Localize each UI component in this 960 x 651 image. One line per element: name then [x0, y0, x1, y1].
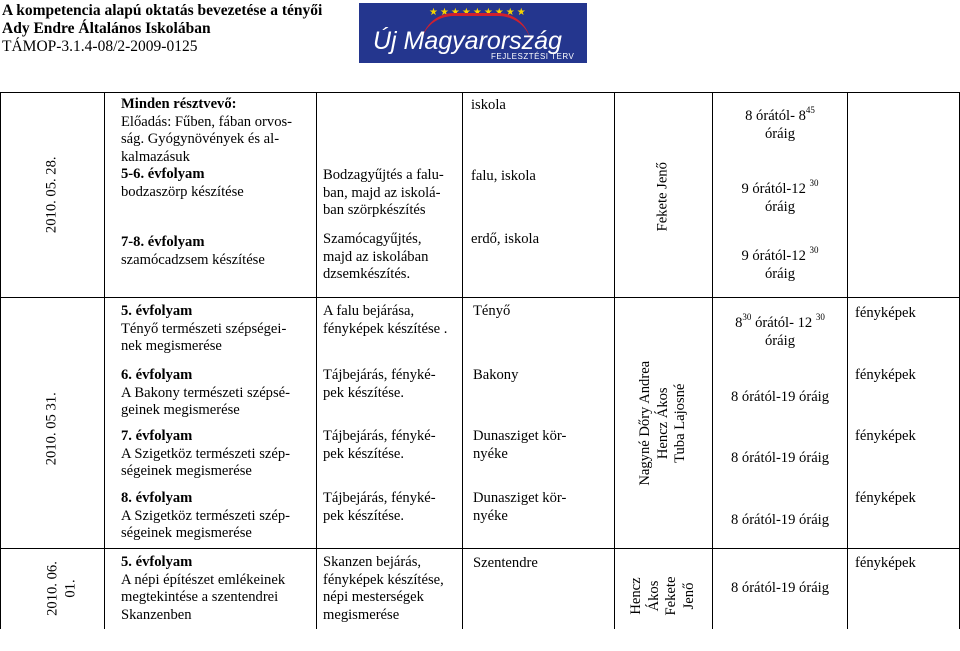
header-school: Ady Endre Általános Iskolában [2, 20, 211, 37]
activity-line: pek készítése. [323, 384, 405, 401]
col-divider [104, 92, 105, 629]
participants-line: ság. Gyógynövények és al- [121, 131, 280, 147]
place-cell: Bakony [473, 367, 519, 383]
header-title: A kompetencia alapú oktatás bevezetése a tényői [2, 2, 323, 19]
activity-line: ban, majd az iskolá- [323, 184, 441, 201]
place-cell: Szentendre [473, 555, 538, 571]
header-project-code: TÁMOP-3.1.4-08/2-2009-0125 [2, 38, 198, 55]
grade-text: A Szigetköz természeti szép- [121, 507, 290, 524]
activity-line: Skanzen bejárás, [323, 554, 422, 570]
participants-cell [121, 96, 311, 201]
place-cell [473, 428, 613, 463]
products-cell: fényképek [855, 428, 916, 444]
col-divider [0, 92, 1, 629]
grade-text: nek megismerése [121, 338, 222, 354]
activity-line: megismerése [323, 606, 400, 623]
time-sup: 30 [742, 312, 752, 322]
time-mid: órától- 12 [751, 315, 813, 331]
teacher-names [628, 541, 698, 651]
grade-label: 7-8. évfolyam [121, 234, 205, 250]
activity-line: Tájbejárás, fényké- [323, 367, 436, 383]
time-cell: 8 órától-19 óráig [730, 580, 830, 596]
activity-cell [323, 428, 463, 463]
time-cell [713, 178, 847, 216]
time-start: 8 [735, 315, 743, 331]
participants-line: kalmazásuk [121, 148, 190, 165]
time-sup: 30 [809, 245, 819, 255]
time-cell: 8 órától-19 óráig [730, 450, 830, 466]
products-cell: fényképek [855, 555, 916, 571]
time-start: 8 órától- 8 [745, 108, 806, 124]
place-cell [473, 490, 613, 525]
grade-cell [121, 367, 315, 420]
logo-subtext: FEJLESZTÉSI TERV [491, 52, 575, 61]
uj-magyarorszag-logo [359, 3, 587, 63]
document-header [2, 2, 322, 56]
teacher-name: Tuba Lajosné [671, 383, 688, 463]
eu-stars-icon: ★★★★★★★★★ [429, 7, 528, 18]
time-cell: 8 órától-19 óráig [730, 389, 830, 405]
grade-text: A Szigetköz természeti szép- [121, 445, 290, 462]
time-end: óráig [765, 125, 795, 142]
time-start: 9 órától-12 [741, 181, 806, 197]
products-cell: fényképek [855, 367, 916, 383]
grade-label: 7. évfolyam [121, 428, 193, 444]
activity-cell [323, 303, 463, 338]
logo-text: Új Magyarország [373, 27, 562, 55]
teacher-name: Jenő [680, 582, 697, 610]
grade-label: 5. évfolyam [121, 554, 193, 570]
activity-line: Tájbejárás, fényké- [323, 428, 436, 444]
activity-cell [323, 554, 463, 624]
time-cell [713, 312, 847, 350]
products-cell: fényképek [855, 490, 916, 506]
col-divider [712, 92, 713, 629]
time-end: óráig [765, 332, 795, 349]
grade-cell [121, 490, 315, 543]
grade-text: bodzaszörp készítése [121, 183, 244, 200]
grade-text: ségeinek megismerése [121, 525, 252, 541]
activity-line: pek készítése. [323, 445, 405, 462]
teacher-name: Nagyné Dőry Andrea [636, 360, 653, 486]
date-line: 01. [62, 579, 78, 598]
place-line: Dunasziget kör- [473, 490, 567, 506]
time-sup: 30 [809, 178, 819, 188]
grade-cell [121, 428, 315, 481]
activity-cell [323, 367, 463, 402]
activity-line: pek készítése. [323, 507, 405, 524]
place-line: nyéke [473, 507, 508, 524]
time-end: óráig [765, 198, 795, 215]
table-top-border [0, 92, 960, 93]
grade-cell [121, 554, 315, 624]
time-cell: 8 órától-19 óráig [730, 512, 830, 528]
grade-text: Tényő természeti szépségei- [121, 320, 287, 337]
activity-cell [323, 167, 463, 220]
activity-line: Tájbejárás, fényké- [323, 490, 436, 506]
teacher-name: Hencz Ákos [654, 387, 671, 460]
grade-label: 8. évfolyam [121, 490, 193, 506]
participants-label: Minden résztvevő: [121, 96, 237, 112]
activity-line: A falu bejárása, [323, 303, 415, 319]
time-cell [713, 105, 847, 143]
activity-cell [323, 231, 463, 284]
teacher-name: Fekete Jenő [654, 162, 671, 232]
participants-line: Előadás: Fűben, fában orvos- [121, 113, 293, 130]
grade-label: 5-6. évfolyam [121, 166, 205, 182]
place-cell: falu, iskola [471, 168, 536, 184]
time-sup: 30 [815, 312, 825, 322]
teacher-name: Ákos [645, 580, 662, 612]
col-divider [316, 92, 317, 629]
teacher-name: Fekete [663, 576, 679, 616]
grade-text: szamócadzsem készítése [121, 251, 265, 268]
row-divider [0, 548, 960, 549]
grade-text: ségeinek megismerése [121, 463, 252, 479]
time-start: 9 órától-12 [741, 248, 806, 264]
col-divider [614, 92, 615, 629]
grade-cell [121, 234, 311, 269]
row-date: 2010. 05. 28. [43, 156, 60, 234]
activity-line: Szamócagyűjtés, [323, 231, 422, 247]
grade-cell [121, 303, 315, 356]
row-date: 2010. 05 31. [43, 392, 60, 466]
activity-line: dzsemkészítés. [323, 266, 411, 282]
grade-text: A népi építészet emlékeinek [121, 571, 286, 588]
activity-line: népi mesterségek [323, 589, 424, 605]
grade-text: A Bakony természeti szépsé- [121, 384, 290, 401]
col-divider [847, 92, 848, 629]
activity-line: Bodzagyűjtés a falu- [323, 167, 444, 183]
place-cell: Tényő [473, 303, 511, 319]
grade-text: Skanzenben [121, 606, 192, 623]
place-cell: erdő, iskola [471, 231, 540, 247]
activity-line: majd az iskolában [323, 248, 429, 265]
products-cell: fényképek [855, 305, 916, 321]
time-cell [713, 245, 847, 283]
grade-text: geinek megismerése [121, 402, 240, 418]
grade-label: 6. évfolyam [121, 367, 193, 383]
activity-cell [323, 490, 463, 525]
time-end: óráig [765, 265, 795, 282]
place-line: nyéke [473, 445, 508, 462]
date-line: 2010. 06. [44, 561, 61, 616]
activity-line: ban szörpkészítés [323, 202, 426, 218]
grade-label: 5. évfolyam [121, 303, 193, 319]
activity-line: fényképek készítése . [323, 320, 448, 337]
place-line: Dunasziget kör- [473, 428, 567, 444]
teacher-names [637, 323, 690, 523]
row-divider [0, 297, 960, 298]
activity-line: fényképek készítése, [323, 571, 444, 588]
teacher-name: Hencz [628, 577, 644, 615]
place-cell: iskola [471, 97, 506, 113]
time-sup: 45 [805, 105, 815, 115]
grade-text: megtekintése a szentendrei [121, 589, 279, 605]
row-date [45, 549, 80, 629]
